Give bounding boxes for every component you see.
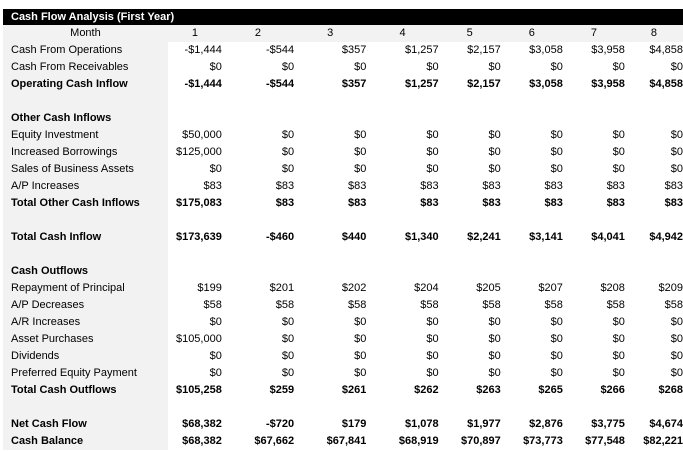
value-cell: $1,977 xyxy=(467,418,501,430)
value-cell xyxy=(439,93,501,110)
value-cell: -$544 xyxy=(265,44,295,56)
month-header-cell: 6 xyxy=(501,25,563,42)
value-cell: $4,041 xyxy=(591,231,625,243)
value-cell: $3,058 xyxy=(529,44,563,56)
month-header-cell: 7 xyxy=(563,25,625,42)
row-label: Increased Borrowings xyxy=(3,144,168,161)
table-row xyxy=(3,263,683,280)
value-cell: $0 xyxy=(488,316,501,328)
value-cell: $0 xyxy=(281,316,295,328)
value-cell: $58 xyxy=(420,299,439,311)
row-label: Other Cash Inflows xyxy=(3,110,168,127)
value-cell: $0 xyxy=(426,350,439,362)
value-cell: $2,157 xyxy=(467,78,501,90)
value-cell: $259 xyxy=(269,384,295,396)
value-cell: $201 xyxy=(269,282,295,294)
value-cell: -$720 xyxy=(265,418,295,430)
value-cell: $199 xyxy=(197,282,222,294)
value-cell: $0 xyxy=(354,163,367,175)
value-cell: $0 xyxy=(209,163,222,175)
table-row xyxy=(3,161,683,178)
value-cell: $58 xyxy=(664,299,683,311)
value-cell: $173,639 xyxy=(175,231,222,243)
value-cell: $58 xyxy=(482,299,501,311)
value-cell xyxy=(222,246,294,263)
value-cell: $207 xyxy=(538,282,563,294)
value-cell: $0 xyxy=(354,61,367,73)
value-cell: $0 xyxy=(354,129,367,141)
value-cell: $67,841 xyxy=(326,435,367,447)
value-cell xyxy=(439,110,501,127)
value-cell: $175,083 xyxy=(175,197,222,209)
value-cell: $0 xyxy=(281,333,295,345)
value-cell: $83 xyxy=(203,180,222,192)
value-cell: $208 xyxy=(600,282,625,294)
table-row xyxy=(3,433,683,450)
value-cell: $0 xyxy=(426,129,439,141)
value-cell xyxy=(625,110,683,127)
table-row xyxy=(3,42,683,59)
value-cell: $0 xyxy=(209,367,222,379)
value-cell: $0 xyxy=(670,367,683,379)
row-label xyxy=(3,246,168,263)
value-cell: $261 xyxy=(341,384,367,396)
value-cell xyxy=(501,212,563,229)
value-cell: $0 xyxy=(612,146,625,158)
table-row xyxy=(3,76,683,93)
table-row xyxy=(3,416,683,433)
table-row xyxy=(3,59,683,76)
value-cell: $205 xyxy=(476,282,501,294)
value-cell xyxy=(439,212,501,229)
value-cell: $83 xyxy=(544,180,563,192)
value-cell xyxy=(294,399,366,416)
value-cell: $0 xyxy=(488,129,501,141)
value-cell: $77,548 xyxy=(585,435,625,447)
spacer-row xyxy=(3,399,683,416)
value-cell xyxy=(563,110,625,127)
value-cell: $0 xyxy=(550,367,563,379)
value-cell: $0 xyxy=(426,163,439,175)
value-cell: $58 xyxy=(606,299,625,311)
value-cell: $83 xyxy=(275,180,295,192)
value-cell: $0 xyxy=(281,367,295,379)
row-label: Cash From Operations xyxy=(3,42,168,59)
value-cell xyxy=(168,263,222,280)
value-cell: $3,058 xyxy=(529,78,563,90)
value-cell: $67,662 xyxy=(254,435,295,447)
spacer-row xyxy=(3,212,683,229)
value-cell: $83 xyxy=(348,197,367,209)
value-cell: $83 xyxy=(482,180,501,192)
value-cell: -$460 xyxy=(265,231,295,243)
row-label: Total Other Cash Inflows xyxy=(3,195,168,212)
value-cell: $266 xyxy=(600,384,625,396)
value-cell: $4,942 xyxy=(649,231,683,243)
table-row xyxy=(3,314,683,331)
row-label: Cash Outflows xyxy=(3,263,168,280)
value-cell: $0 xyxy=(670,146,683,158)
value-cell xyxy=(501,399,563,416)
table-row xyxy=(3,110,683,127)
month-header-cell: 5 xyxy=(439,25,501,42)
value-cell: $50,000 xyxy=(182,129,222,141)
value-cell xyxy=(625,246,683,263)
table-row xyxy=(3,178,683,195)
value-cell xyxy=(501,246,563,263)
value-cell: $68,382 xyxy=(182,418,222,430)
value-cell xyxy=(366,110,438,127)
table-row xyxy=(3,382,683,399)
cash-flow-table xyxy=(3,25,683,450)
month-header-cell: 2 xyxy=(222,25,294,42)
value-cell: $0 xyxy=(550,129,563,141)
value-cell: $0 xyxy=(354,333,367,345)
value-cell: $83 xyxy=(275,197,295,209)
value-cell xyxy=(439,399,501,416)
month-header-cell: 8 xyxy=(625,25,683,42)
value-cell xyxy=(625,263,683,280)
value-cell: $262 xyxy=(414,384,439,396)
row-label: Sales of Business Assets xyxy=(3,161,168,178)
table-row xyxy=(3,365,683,382)
value-cell: $202 xyxy=(341,282,367,294)
value-cell: $357 xyxy=(341,44,367,56)
row-label: Total Cash Inflow xyxy=(3,229,168,246)
value-cell: $0 xyxy=(488,146,501,158)
value-cell: $1,257 xyxy=(404,44,439,56)
value-cell: $0 xyxy=(550,146,563,158)
value-cell: $58 xyxy=(544,299,563,311)
value-cell: -$1,444 xyxy=(184,78,222,90)
value-cell xyxy=(563,246,625,263)
value-cell: $58 xyxy=(348,299,367,311)
value-cell: $440 xyxy=(341,231,367,243)
table-row xyxy=(3,280,683,297)
value-cell: $83 xyxy=(482,197,501,209)
value-cell: $1,340 xyxy=(404,231,439,243)
value-cell xyxy=(563,93,625,110)
value-cell xyxy=(439,263,501,280)
table-row xyxy=(3,127,683,144)
value-cell: $83 xyxy=(664,197,683,209)
value-cell xyxy=(168,246,222,263)
value-cell xyxy=(366,246,438,263)
row-label xyxy=(3,93,168,110)
value-cell: $83 xyxy=(420,197,439,209)
value-cell: $58 xyxy=(203,299,222,311)
value-cell: $0 xyxy=(612,316,625,328)
value-cell: $0 xyxy=(488,367,501,379)
month-header-row xyxy=(3,25,683,42)
value-cell: $0 xyxy=(281,163,295,175)
value-cell: $0 xyxy=(354,367,367,379)
value-cell: $0 xyxy=(488,61,501,73)
sheet-title: Cash Flow Analysis (First Year) xyxy=(3,9,683,25)
value-cell: $0 xyxy=(612,163,625,175)
value-cell xyxy=(168,110,222,127)
value-cell: $83 xyxy=(544,197,563,209)
value-cell xyxy=(222,263,294,280)
row-label xyxy=(3,212,168,229)
value-cell xyxy=(625,212,683,229)
value-cell: $0 xyxy=(550,163,563,175)
month-header-cell: 1 xyxy=(168,25,222,42)
value-cell xyxy=(222,212,294,229)
row-label: Cash From Receivables xyxy=(3,59,168,76)
value-cell: $0 xyxy=(550,61,563,73)
value-cell: $83 xyxy=(606,197,625,209)
value-cell: $0 xyxy=(209,350,222,362)
value-cell: $0 xyxy=(670,316,683,328)
value-cell: $68,919 xyxy=(398,435,439,447)
value-cell: $0 xyxy=(670,333,683,345)
table-row xyxy=(3,331,683,348)
value-cell xyxy=(366,93,438,110)
value-cell: $0 xyxy=(670,163,683,175)
row-label: A/R Increases xyxy=(3,314,168,331)
value-cell: $2,241 xyxy=(467,231,501,243)
value-cell: $68,382 xyxy=(182,435,222,447)
value-cell: $0 xyxy=(612,129,625,141)
row-label: Operating Cash Inflow xyxy=(3,76,168,93)
value-cell: $179 xyxy=(341,418,367,430)
value-cell xyxy=(168,93,222,110)
table-row xyxy=(3,195,683,212)
table-row xyxy=(3,348,683,365)
value-cell: $4,858 xyxy=(649,44,683,56)
value-cell xyxy=(625,399,683,416)
row-label: Net Cash Flow xyxy=(3,416,168,433)
row-label: Dividends xyxy=(3,348,168,365)
value-cell: $0 xyxy=(550,350,563,362)
value-cell: $0 xyxy=(426,61,439,73)
row-label: Repayment of Principal xyxy=(3,280,168,297)
value-cell: $0 xyxy=(426,333,439,345)
value-cell: $0 xyxy=(612,367,625,379)
value-cell: $1,078 xyxy=(404,418,439,430)
row-label: Cash Balance xyxy=(3,433,168,450)
value-cell: $83 xyxy=(606,180,625,192)
value-cell xyxy=(439,246,501,263)
value-cell: $0 xyxy=(670,61,683,73)
value-cell: $105,258 xyxy=(175,384,222,396)
value-cell: -$544 xyxy=(265,78,295,90)
value-cell: $83 xyxy=(420,180,439,192)
value-cell xyxy=(222,110,294,127)
value-cell: $0 xyxy=(426,367,439,379)
value-cell: $82,221 xyxy=(643,435,683,447)
value-cell: $125,000 xyxy=(175,146,222,158)
value-cell xyxy=(168,399,222,416)
value-cell: $4,858 xyxy=(649,78,683,90)
value-cell: $0 xyxy=(488,333,501,345)
value-cell: $0 xyxy=(612,350,625,362)
value-cell: $209 xyxy=(658,282,683,294)
value-cell: $265 xyxy=(538,384,563,396)
value-cell xyxy=(294,93,366,110)
table-row xyxy=(3,144,683,161)
row-label: Preferred Equity Payment xyxy=(3,365,168,382)
row-label: Total Cash Outflows xyxy=(3,382,168,399)
value-cell: $0 xyxy=(209,61,222,73)
value-cell: $1,257 xyxy=(404,78,439,90)
value-cell: $83 xyxy=(348,180,367,192)
value-cell: $0 xyxy=(426,316,439,328)
value-cell xyxy=(294,212,366,229)
table-row xyxy=(3,229,683,246)
value-cell: $0 xyxy=(488,350,501,362)
row-label xyxy=(3,399,168,416)
value-cell: $3,775 xyxy=(591,418,625,430)
value-cell: $0 xyxy=(670,350,683,362)
value-cell: $263 xyxy=(476,384,501,396)
value-cell: $0 xyxy=(209,316,222,328)
value-cell: $357 xyxy=(341,78,367,90)
value-cell xyxy=(366,263,438,280)
row-label: Asset Purchases xyxy=(3,331,168,348)
value-cell: $73,773 xyxy=(523,435,563,447)
value-cell xyxy=(294,263,366,280)
value-cell: $105,000 xyxy=(175,333,222,345)
value-cell xyxy=(222,93,294,110)
value-cell: $204 xyxy=(414,282,439,294)
value-cell: $58 xyxy=(275,299,295,311)
spacer-row xyxy=(3,93,683,110)
value-cell xyxy=(625,93,683,110)
value-cell: $4,674 xyxy=(649,418,683,430)
value-cell xyxy=(563,263,625,280)
cash-flow-sheet xyxy=(3,9,683,450)
value-cell: $3,958 xyxy=(591,78,625,90)
value-cell: -$1,444 xyxy=(184,44,222,56)
value-cell xyxy=(501,263,563,280)
value-cell: $0 xyxy=(488,163,501,175)
spacer-row xyxy=(3,246,683,263)
month-header-label: Month xyxy=(3,25,168,42)
value-cell xyxy=(294,246,366,263)
value-cell xyxy=(501,93,563,110)
value-cell xyxy=(168,212,222,229)
value-cell: $83 xyxy=(664,180,683,192)
value-cell xyxy=(222,399,294,416)
value-cell: $0 xyxy=(426,146,439,158)
month-header-cell: 4 xyxy=(366,25,438,42)
value-cell xyxy=(294,110,366,127)
value-cell: $3,958 xyxy=(591,44,625,56)
value-cell xyxy=(501,110,563,127)
value-cell: $2,876 xyxy=(529,418,563,430)
value-cell: $0 xyxy=(281,146,295,158)
row-label: Equity Investment xyxy=(3,127,168,144)
value-cell: $0 xyxy=(550,316,563,328)
value-cell: $0 xyxy=(670,129,683,141)
month-header-cell: 3 xyxy=(294,25,366,42)
value-cell xyxy=(366,212,438,229)
value-cell: $70,897 xyxy=(460,435,501,447)
value-cell: $0 xyxy=(354,316,367,328)
value-cell xyxy=(563,399,625,416)
value-cell: $268 xyxy=(658,384,683,396)
value-cell xyxy=(563,212,625,229)
value-cell: $0 xyxy=(281,129,295,141)
row-label: A/P Increases xyxy=(3,178,168,195)
value-cell: $0 xyxy=(612,333,625,345)
value-cell xyxy=(366,399,438,416)
table-row xyxy=(3,297,683,314)
value-cell: $3,141 xyxy=(529,231,563,243)
value-cell: $0 xyxy=(354,146,367,158)
value-cell: $0 xyxy=(612,61,625,73)
row-label: A/P Decreases xyxy=(3,297,168,314)
value-cell: $2,157 xyxy=(467,44,501,56)
value-cell: $0 xyxy=(281,61,295,73)
value-cell: $0 xyxy=(281,350,295,362)
value-cell: $0 xyxy=(354,350,367,362)
value-cell: $0 xyxy=(550,333,563,345)
